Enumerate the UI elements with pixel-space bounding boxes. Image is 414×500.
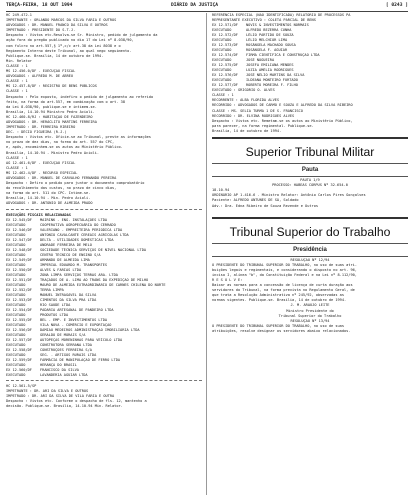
text-line: Brasília, 14.10.94 Ministro Pedro Acioli. xyxy=(6,109,95,114)
resolution-text-2 xyxy=(212,324,408,334)
process-value: MAIRINK - ENG. INSTALAÇÕES LTDA xyxy=(40,217,108,222)
process-key: EX 12.546/DF xyxy=(6,227,32,232)
process-value: CENTRO TÉCNICO DE ENSINO S/A xyxy=(40,252,101,257)
right-after-block xyxy=(212,88,408,134)
process-key: EXECUTADO xyxy=(212,28,232,33)
divider xyxy=(212,256,408,257)
process-value: LUZIA AMÉLIA RODRIGUES xyxy=(246,68,294,73)
process-key: EXECUTADO xyxy=(6,232,26,237)
text-line: IMPETRADO : DR. ARI DA SILVA DE VILA FARIA E OUTRA xyxy=(6,393,115,398)
process-key: EX 12.573/DF xyxy=(212,43,238,48)
text-line: R E S O L V E: xyxy=(212,277,243,282)
process-value: ANDRADE FERREIRA DE MELO xyxy=(40,242,92,247)
process-value: VALERIANO - EMPREITEIRA PERIÓDICA LTDA xyxy=(40,227,123,232)
court-title-tst: Tribunal Superior do Trabalho xyxy=(229,224,391,239)
pauta-text xyxy=(212,193,408,208)
text-line: IMPETRADO : PRESIDENTE DO S.T.J. xyxy=(6,28,76,33)
process-value: LAVANDERIA AGUIAR LTDA xyxy=(40,372,88,377)
process-value: LÉLIO PARTIDO DE SOUZA xyxy=(246,33,294,38)
divider xyxy=(212,176,408,177)
text-line: MS 12.462-4/DF - RECURSO ESPECIAL xyxy=(6,170,78,175)
process-key: EXECUTADO xyxy=(6,352,26,357)
process-value: JOSÉ NÉLIO MARTINS DA SILVA xyxy=(246,73,305,78)
process-value: COOPERATIVA AGROPECUÁRIA DO CERRADO xyxy=(40,222,116,227)
text-line: IMPETRANTE : DR. ARI DA SILVA E OUTROS xyxy=(6,388,89,393)
text-line: RECORRIDO : DR. ELVINA RODRIGUES ALVES xyxy=(212,113,295,118)
text-line: HC 12.561-5/SP xyxy=(6,383,37,388)
process-key: EXECUTADO xyxy=(6,242,26,247)
text-line: Brasília, 14.10.94 - Min. Pedro Acioli. xyxy=(6,196,91,201)
text-line: Despacho : Defiro o pedido para juntar o documento comprobatório xyxy=(6,181,145,186)
process-value: IMPERIAL EDUARDO M. TRANSPORTES xyxy=(40,262,108,267)
process-key: EXECUTADO xyxy=(212,48,232,53)
process-value: SOCIEDADE TÉCNICA SERVIÇOS DE NÍVEL NACIONAL LTDA xyxy=(40,247,147,252)
process-value: DAMIÃO MEDEIROS ADMINISTRAÇÃO IMOBILIÁRIA LTDA xyxy=(40,327,140,332)
process-value: ALFREDO BEZERRA CUNHA xyxy=(246,28,292,33)
text-line: Despacho : Vistos etc. Oficie-se ao Tribunal, preste as informações xyxy=(6,135,151,140)
pauta-date: 18.10.94 xyxy=(212,188,230,193)
process-key: EXECUTADO xyxy=(212,58,232,63)
text-line: ação fora do pregão publicado no dia 17 da Lei nº 8.038/90, xyxy=(6,38,134,43)
process-key: EX 12.560/DF xyxy=(6,367,32,372)
divider xyxy=(6,380,202,381)
process-value: JOSÉ NOGUEIRA xyxy=(246,58,275,63)
text-line: Paciente: ALFREDO ANTUNES DE SÁ, Soldado xyxy=(212,198,299,203)
process-key: EX 12.550/DF xyxy=(6,267,32,272)
process-key: EX 12.571/DF xyxy=(212,23,238,28)
process-key: EX 12.577/DF xyxy=(212,83,238,88)
process-value: ROSÂNGELA MACHADO SOUSA xyxy=(246,43,296,48)
process-key: EX 12.552/DF xyxy=(6,287,32,292)
process-key: EXECUTADO xyxy=(6,342,26,347)
column-divider xyxy=(206,13,207,495)
process-key: EX 12.572/DF xyxy=(212,33,238,38)
process-key: EX 12.576/DF xyxy=(212,73,238,78)
process-value: HERANÇA DO BRASIL xyxy=(40,362,77,367)
text-line: ADVOGADOS : DR. MANUEL FRANCO DA SILVA E OUTROS xyxy=(6,23,108,28)
left-column xyxy=(6,13,202,497)
text-line: Baixar as normas para a concessão de licença de curta duração aos xyxy=(212,283,353,288)
text-line: e, após, encaminhem-se os autos ao Ministério Público. xyxy=(6,145,123,150)
page-header xyxy=(6,3,408,12)
text-line: Despacho : Pelo exposto, indefiro o pedido de julgamento ao referido xyxy=(6,94,154,99)
process-value: TERRA LIMPA xyxy=(40,287,64,292)
process-key: EXECUTADO xyxy=(6,322,26,327)
court-title-stm: Superior Tribunal Militar xyxy=(245,145,375,160)
text-line: que trata a Resolução Administrativa nº 245/92, observadas as xyxy=(212,293,344,298)
header-publication-title: DIÁRIO DA JUSTIÇA xyxy=(171,3,219,8)
process-key: EX 12.574/DF xyxy=(212,53,238,58)
process-list xyxy=(212,23,408,88)
process-value: DELTA - UTILIDADES DOMÉSTICAS LTDA xyxy=(40,237,114,242)
process-value: VILA NOVA - COMÉRCIO E EXPORTAÇÃO xyxy=(40,322,112,327)
text-line: Despacho : Vistos etc.Resolva-se Sr. Ministro, pedido de julgamento da xyxy=(6,33,158,38)
process-value: ROBERTO MOREIRA F. FILHO xyxy=(246,83,298,88)
text-line: O PRESIDENTE DO TRIBUNAL SUPERIOR DO TRABALHO, no uso de suas atri- xyxy=(212,262,357,267)
text-line: MS 12.457-8/DF : REGISTRO DE BENS PÚBLICOS xyxy=(6,84,97,89)
process-key: EX 12.547/DF xyxy=(6,237,32,242)
process-value: CIMENTOS DA SILVA PRA LTDA xyxy=(40,297,97,302)
header-date: TERÇA-FEIRA, 18 OUT 1994 xyxy=(6,3,73,8)
text-line: DEC. : DÉCIO FIGUEIRA (R.J.) xyxy=(6,130,67,135)
text-line: RECORRENTE : ALBA FLORIDA ALVES xyxy=(212,98,280,103)
process-key: EX 12.559/DF xyxy=(6,357,32,362)
rule xyxy=(212,137,408,139)
text-line: MS 12.456-0/DF - EXECUÇÃO FISCAL xyxy=(6,69,76,74)
text-line: RECORRIDO : ADVOGADOS DE CARMO E SOUZA E ALFREDO DA SILVA RIBEIRO xyxy=(212,103,353,108)
process-key: EX 12.553/DF xyxy=(6,297,32,302)
text-line: da Lei 8.038/90, publique-se e intimem-se. xyxy=(6,104,97,109)
process-value: GERALDO DE MORAIS S/A xyxy=(40,332,86,337)
process-value: FIRMA CIENTÍFICA E CONSTRUÇÃO LTDA xyxy=(246,53,320,58)
text-line: Brasília, 14 de outubro de 1994. xyxy=(212,128,282,133)
text-line: feito, na forma do art.557, em combinação com o art. 38 xyxy=(6,99,125,104)
process-key: EXECUTADO xyxy=(212,68,232,73)
text-line: Min. Relator xyxy=(6,58,32,63)
process-value: CONSTRUTORA SERRANA LTDA xyxy=(40,342,92,347)
text-line: ADVOGADOS : DR. MANUEL DE CARVALHO FERNANDO PEREIRA xyxy=(6,176,117,180)
process-key: EXECUTADO xyxy=(6,292,26,297)
text-line: para parecer, na forma regimental. Publique-se. xyxy=(212,123,314,128)
process-value: ROSÂNGELA F. AGUIAR xyxy=(246,48,288,53)
process-value: ANTÔNIO CAVALCANTE CEREAIS AGRÍCOLAS LTDA xyxy=(40,232,129,237)
process-value: RIO SAÚDE LTDA xyxy=(40,302,71,307)
text-line: ADVOGADOS : ALFREDO M. DE ABREU xyxy=(6,74,74,79)
process-key: EXECUTADO xyxy=(212,78,232,83)
rule xyxy=(212,217,408,219)
process-key: EXECUTADO xyxy=(212,38,232,43)
process-list xyxy=(6,218,202,378)
process-value: NOVIS & INVESTIMENTOS NORMAIS xyxy=(246,23,309,28)
process-value: FRANCISCO DA SILVA xyxy=(40,367,79,372)
pauta-ref: PAUTA 1/9 xyxy=(300,178,320,183)
process-key: EXECUTADO xyxy=(6,272,26,277)
resolution-number-2: RESOLUÇÃO Nº 13/94 xyxy=(290,318,330,323)
right-column xyxy=(212,13,408,497)
text-line: Adv.: Dra. Edna Ribeiro de Souza Rezende e Outros xyxy=(212,203,319,208)
text-line: no prazo de dez dias, na forma do art. 557 do CPC, xyxy=(6,140,115,145)
text-line: Despacho : Vistos etc. Remetam-se os autos ao Ministério Público, xyxy=(212,118,353,123)
process-value: SEG. - ARTIGOS RURAIS LTDA xyxy=(40,352,97,357)
process-key: EXECUTADO xyxy=(6,262,26,267)
text-line: EXECUTADO : GRIGÓRIO O. ALVES xyxy=(212,88,275,93)
text-line: do recolhimento das custas, no prazo de cinco dias, xyxy=(6,186,117,191)
process-value: TRAÇADOS DE A. LIMA AO TRANS DA EXPEDIÇÃO DE MILHO xyxy=(40,277,149,282)
pauta-process: PROCESSO: HABEAS CORPUS Nº 32.654-0 xyxy=(272,183,348,188)
resolution-number: RESOLUÇÃO Nº 12/94 xyxy=(290,257,330,262)
process-key: EX 12.557/DF xyxy=(6,337,32,342)
process-key: EXECUTADO xyxy=(6,362,26,367)
text-line: AG 12.461-6/DF - EXECUÇÃO FISCAL xyxy=(6,160,76,165)
process-key: EX 12.554/DF xyxy=(6,307,32,312)
text-line: ORDINÁRIO AP 1.416-6 - Ministro Relator: Antônio Carlos Pires Gonçalves xyxy=(212,193,366,198)
section-heading-pauta: Pauta xyxy=(301,167,319,174)
text-line: CLASSE : 1 xyxy=(6,79,28,84)
process-value: LÉLIO MELCHIOR LIMA xyxy=(246,38,288,43)
divider xyxy=(212,163,408,164)
text-line: REPRESENTANTE EXECUTIVO : COLETA PARCIAL DE BENS xyxy=(212,18,316,23)
process-key: EXECUTADO xyxy=(6,222,26,227)
text-line: decisão. Publique-se. Brasília, 14.10.94 Min. Relator. xyxy=(6,404,123,409)
process-key: EXECUTADO xyxy=(6,372,26,377)
process-value: PADARIA ARTESANAL DE PANDEIRO LTDA xyxy=(40,307,114,312)
text-line: buições legais e regimentais, e considerando o disposto no art. 96, xyxy=(212,267,357,272)
process-value: ZONA LIMPA SERVIÇOS TERRAS ARA. LTDA xyxy=(40,272,118,277)
section-heading-presidencia: Presidência xyxy=(293,246,327,253)
process-key: EX 12.549/DF xyxy=(6,257,32,262)
process-key: EX 12.548/DF xyxy=(6,247,32,252)
divider xyxy=(6,209,202,210)
text-line: O PRESIDENTE DO TRIBUNAL SUPERIOR DO TRABALHO, no uso de suas xyxy=(212,323,344,328)
text-line: IMPETRADO : DR. FERREIRA RIBEIRO xyxy=(6,125,76,130)
text-line: com fulcro no art.557,§ 1º,c/c art.38 da Lei 8038 e o xyxy=(6,43,121,48)
signature-role: Ministro Presidente do xyxy=(286,308,334,313)
text-line: normas vigentes. Publique-se. Brasília, 14 de outubro de 1994. xyxy=(212,298,347,303)
text-line: ADVOGADOS : DR. ANTÔNIO DE ALMEIDA PRADO xyxy=(6,201,93,206)
resolution-text xyxy=(212,263,408,304)
right-top-block xyxy=(212,13,408,23)
divider xyxy=(212,243,408,244)
text-line: inciso I, alínea "b", da Constituição Federal e na Lei nº 8.112/90, xyxy=(212,272,357,277)
text-line: HC 12.460-8/RJ : HABITAÇÃO DE FAZENDEIRO xyxy=(6,114,93,119)
text-line: CLASSE : MS. SELIA TURMA 1 DE S. FRANCISCO xyxy=(212,108,303,113)
text-line: Publique-se. Brasília, 14 de outubro de 1994. xyxy=(6,53,104,58)
text-line: Despacho : Vistos etc. Conforme o despacho de fls. 12, mantenho a xyxy=(6,398,147,403)
text-line: CLASSE : 1 xyxy=(6,155,28,160)
process-value: ILDEANA MONTEIRO FURTADO xyxy=(246,78,298,83)
process-value: AUTOPEÇAS MORENINHAS PARA VEÍCULO LTDA xyxy=(40,337,123,342)
signature-name: J. M. ARAÚJO LEITE xyxy=(290,303,330,308)
left-bottom-block xyxy=(6,384,202,409)
process-value: ALVES & FARIAS LTDA xyxy=(40,267,82,272)
left-top-block xyxy=(6,13,202,207)
process-value: MAURO DE ALMEIDA EXTRAORDINÁRIO DE CARNES CHILENA DO NORTE xyxy=(40,282,166,287)
text-line: REFERÊNCIA ESPECIAL (NÃO IDENTIFICADA) RELATÓRIO DE PROCESSOS PA xyxy=(212,13,351,17)
text-line: CLASSE : 1 xyxy=(6,63,28,68)
process-entry xyxy=(6,373,202,378)
process-key: EX 12.556/DF xyxy=(6,327,32,332)
signature-court: Tribunal Superior do Trabalho xyxy=(278,313,342,318)
text-line: CLASSE : 1 xyxy=(6,89,28,94)
process-value: MANUEL INTRAGÁVEL DA SILVA xyxy=(40,292,97,297)
process-value: JOSEFA EMILIANA MENDES xyxy=(246,63,294,68)
text-line: IMPETRANTE : ORLANDO MARCOS DA SILVA FARIA E OUTROS xyxy=(6,18,117,23)
process-key: EXECUTADO xyxy=(6,332,26,337)
subsection-heading: EXECUÇÕES FISCAIS RELACIONADAS xyxy=(6,212,71,217)
process-value: PRODUTOS LTDA xyxy=(40,312,69,317)
process-key: EX 12.575/DF xyxy=(212,63,238,68)
text-line: HC 249.472-1 xyxy=(6,13,32,17)
text-line: Brasília, 14.10.94 - Ministro Pedro Acioli. xyxy=(6,150,100,155)
text-line: atribuições, resolve designar os servidores abaixo relacionados. xyxy=(212,328,351,333)
text-line: ADVOGADOS : DR. HERÁCLITO MARTINS FERREIRA xyxy=(6,119,97,124)
process-key: EX 12.555/DF xyxy=(6,317,32,322)
text-line: servidores do Tribunal, na forma prevista no Regulamento Geral, de xyxy=(212,288,355,293)
process-value: CONSTRUÇÕES FERREIRA S/A xyxy=(40,347,92,352)
process-value: BEL - EMP. E INVESTIMENTOS LTDA xyxy=(40,317,108,322)
process-key: EXECUTADO xyxy=(6,312,26,317)
process-key: EX 12.551/DF xyxy=(6,277,32,282)
process-value: FARMÁCIA DE MANIPULAÇÃO DE FERRO LTDA xyxy=(40,357,121,362)
process-value: ARMANDO DE ALMEIDA LIMA xyxy=(40,257,90,262)
process-key: EXECUTADO xyxy=(6,302,26,307)
process-key: EXECUTADO xyxy=(6,252,26,257)
process-key: EXECUTADO xyxy=(6,282,26,287)
text-line: CLASSE : 1 xyxy=(6,165,28,170)
process-key: EX 12.558/DF xyxy=(6,347,32,352)
text-line: Regimento Interno deste Tribunal, ao qual nego seguimento. xyxy=(6,48,132,53)
text-line: na forma do art. 511 do CPC. Intime-se. xyxy=(6,191,91,196)
header-page-number: [ 0243 ] xyxy=(385,3,408,8)
text-line: CLASSE : 1 xyxy=(212,93,234,98)
process-key: EX 12.545/DF xyxy=(6,217,32,222)
